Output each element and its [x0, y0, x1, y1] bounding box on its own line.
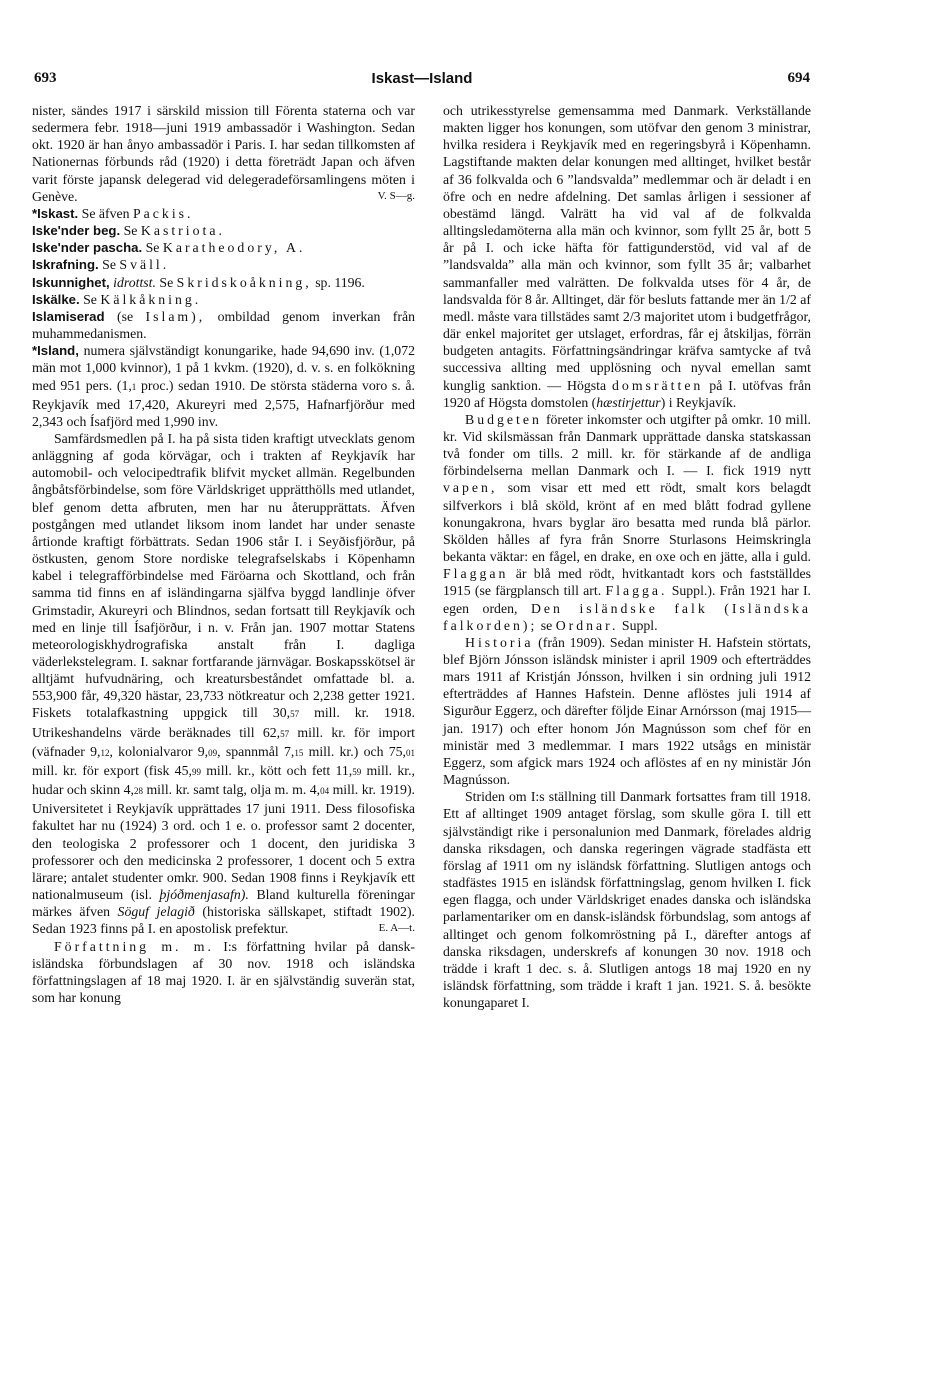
- headword: *Island,: [32, 343, 79, 359]
- paragraph-styrelse: och utrikesstyrelse gemensamma med Danmark. Verkställande makten ligger hos konungen, som utöfvar den genom 3 ministrar, hvilka residera i Reykjavík med en regeringsbyrå i Köpenhamn. Lagstiftande makten delar konungen med alltinget, hvilket består af 36 folkvalda och 6 ”landsvalda” medlemmar och är deladt i en öfre och en nedre afdelning. Det samlas årligen i sessioner af obestämd längd. Valrätt ha vid val af de folkvalda alltingsledamöterna alla män och kvinnor, som fyllt 25 år, bott 5 år på I. och icke häfta för fattigunderstöd, vid val af de ”landsvalda” alla män och kvinnor, som fyllt 35 år; valbarhet sammanfaller med valrätten. De folkvalda utses för 4 år, de landsvalda för 8 år. Alltinget, där för besluts fattande mer än 1/2 af medl. måste vara tillstädes samt 2/3 majoritet utom i budgetfrågor, där enkel majoritet ger utslaget, erfordras, får ej åtskiljas, förrän budgeten antagits. Författningsändringar kräfva samtycke af två successiva allting med upplösning och nyval emellan samt kunglig sanktion. — Högsta domsrätten på I. utöfvas från 1920 af Högsta domstolen (hæstirjettur) i Reykjavík.: [443, 103, 812, 410]
- entry-iskrafning: Iskrafning. Se Sväll.: [32, 257, 170, 273]
- paragraph-forfattning: Författning m. m. I:s författning hvilar på dansk-isländska förbundslagen af 30 nov. 1918 och isländska författningslagen af 18 maj 1920. I. är en självständig suverän stat, som har konung: [32, 938, 416, 1005]
- cross-reference: Karatheodory, A.: [162, 240, 306, 256]
- page-number-right: 694: [787, 70, 810, 86]
- entry-iskunnighet: Iskunnighet, idrottst. Se Skridskoåkning, sp. 1196.: [32, 274, 365, 290]
- entry-islamiserad: Islamiserad (se Islam), ombildad genom inverkan från muhammedanismen.: [32, 308, 416, 342]
- headword: Islamiserad: [32, 308, 105, 324]
- entry-iskender-pascha: Iske'nder pascha. Se Karatheodory, A.: [32, 240, 306, 256]
- headword: Iskrafning.: [32, 257, 99, 273]
- headword: Iske'nder pascha.: [32, 240, 143, 256]
- paragraph-samfardsmedel: Samfärdsmedlen på I. ha på sista tiden kraftigt utvecklats genom anläggning af goda körvägar, och i trakten af Reykjavík har automobil- och velocipedtrafik blifvit mycket allmän. Regelbunden ångbåtsförbindelse, som före Världskriget upprätthölls med utlandet, blef genom detta afbruten, men har nu återupprättats. Äfven postgången med utlandet liksom inom landet har under senaste årtionde kraftigt förbättrats. Sedan 1906 står I. i Seyðisfjörður, på östkusten, genom Store nordiske telegrafselskabs i Köpenhamn kabel i telegrafförbindelse med Färöarna och Skottland, och från samma tid finns en af isländingarna själfva byggd landlinje öfver Grimstadir, Akureyri och Blindnos, sedan fortsatt till Reykjavík och med en linje till Ísafjörður, i n. v. Från jan. 1907 mottar Statens meteorologiskhydrografiska anstalt från I. dagliga väderlekstelegram. I. saknar fortfarande järnvägar. Boskapsskötsel är alltjämt hufvudnäring, och kreatursbeståndet omfattade bl. a. 553,900 får, 49,320 hästar, 23,733 nötkreatur och 2,238 getter 1921. Fiskets totalafkastning uppgick till 30,57 mill. kr. 1918. Utrikeshandelns värde beräknades till 62,57 mill. kr. för import (väfnader 9,12, kolonialvaror 9,09, spannmål 7,15 mill. kr.) och 75,01 mill. kr. för export (fisk 45,99 mill. kr., kött och fett 11,59 mill. kr., hudar och skinn 4,28 mill. kr. samt talg, olja m. m. 4,04 mill. kr. 1919). Universitetet i Reykjavík upprättades 17 juni 1911. Dess filosofiska fakultet har nu (1924) 3 ord. och 1 e. o. professor samt 2 docenter, den teologiska 2 professorer och 1 docent, den juridiska 3 professorer och den medicinska 2 professorer, 1 docent och 5 extra lärare; antalet studenter omkr. 900. Sedan 1908 finns i Reykjavík ett nationalmuseum (isl. þjóðmenjasafn). Bland kulturella föreningar märkes äfven Söguf jelagið (historiska sällskapet, stiftadt 1902). Sedan 1923 finns på I. en apostolisk prefektur. E. A—t.: [32, 430, 416, 937]
- paragraph-budgeten: Budgeten företer inkomster och utgifter på omkr. 10 mill. kr. Vid skilsmässan från Danmark upprättade danska statskassan två fonder om tills. 2 mill. kr. för stärkande af de andliga förbindelserna mellan Danmark och I. — I. fick 1919 nytt vapen, som visar ett med ett rödt, smalt kors belagdt silfverkors i blå sköld, krönt af en med blått fodrad gyllene konungakrona, hvars byglar äro besatta med runda blå pärlor. Skölden hålles af fyra från Snorre Sturlasons Heimskringla bekanta väktar: en fågel, en drake, en oxe och en jätte, alla i guld. Flaggan är blå med rödt, hvitkantadt kors och fastställdes 1915 (se färgplansch till art. Flagga. Suppl.). Från 1921 har I. egen orden, Den isländske falk (Isländska falkorden); se Ordnar. Suppl.: [443, 411, 812, 633]
- cross-reference: Skridskoåkning,: [176, 274, 312, 290]
- paragraph-historia: Historia (från 1909). Sedan minister H. Hafstein störtats, blef Björn Jónsson isländsk minister i april 1909 och efterträddes mars 1911 af Kristján Jónsson, hvilken i sin ordning juli 1912 efterträddes af Hannes Hafstein. Denne aflöstes juli 1914 af Sigurður Eggerz, och därefter följde Einar Arnórsson (maj 1915—jan. 1917) och efter honom Jón Magnússon som chef för en ministär med 3 medlemmar. I mars 1922 utsågs en ministär Eggerz, som afgick mars 1924 och aflöstes af en ny ministär Jón Magnússon.: [443, 634, 812, 788]
- headword: Iskunnighet,: [32, 274, 110, 290]
- entry-iskast: *Iskast. Se äfven Packis.: [32, 205, 194, 221]
- right-column: [443, 102, 811, 1011]
- headword: *Iskast.: [32, 205, 79, 221]
- cross-reference: Kastriota.: [140, 223, 225, 239]
- cross-reference: Packis.: [133, 205, 194, 221]
- author-signature: V. S—g.: [377, 189, 415, 202]
- entry-iskender-beg: Iske'nder beg. Se Kastriota.: [32, 223, 225, 239]
- page-header: [34, 70, 810, 90]
- author-signature: E. A—t.: [378, 922, 415, 935]
- entry-continuation: nister, sändes 1917 i särskild mission till Förenta staterna och var sedermera febr. 1918—juni 1919 ambassadör i Washington. Sedan okt. 1920 är han ånyo ambassadör i Paris. I. har sedan tillkomsten af Nationernas förbunds råd (1920) i detta företrädt Japan och äfven varit förste japansk delegerad vid delegeradeförsamlingens möten i Genève. V. S—g.: [32, 103, 415, 204]
- page-number-left: 693: [34, 70, 57, 86]
- entry-iskalke: Iskälke. Se Kälkåkning.: [32, 291, 202, 307]
- paragraph-striden: Striden om I:s ställning till Danmark fortsattes fram till 1918. Ett af alltinget 1909 antaget förslag, som skulle göra I. till ett självständigt rike i personalunion med Danmark, förelades aldrig danska riksdagen, och danska regeringen vägrade stadfästa ett förslag af 1911 om ny isländsk författning. Slutligen antogs och stadfästes 1915 en isländsk författningslag, genom hvilken I. fick egen flagga, och under Världskriget enades danska och isländska parlamentariker om en dansk-isländsk förbundslag, som antogs af alltinget och genom folkomröstning på I., därefter antogs af danska riksdagen, underskrefs af konungen 30 nov. 1918 och trädde i kraft 1 dec. s. å. Slutligen antogs 18 maj 1920 en ny isländsk författning, som trädde i kraft 1 jan. 1921. S. å. besökte konungaparet I.: [443, 789, 811, 1011]
- cross-reference: Kälkåkning.: [100, 291, 202, 307]
- cross-reference: Islam),: [145, 308, 206, 324]
- running-title: Iskast—Island: [371, 70, 473, 87]
- entry-island: *Island, numera självständigt konungarike, hade 94,690 inv. (1,072 män mot 1,000 kvinnor), 1 på 1 kvkm. (1920), d. v. s. en folkökning med 951 pers. (1,1 proc.) sedan 1910. De största städerna voro s. å. Reykjavík med 17,420, Akureyri med 2,575, Hafnarfjörður med 2,343 och Ísafjörd med 1,990 inv.: [32, 343, 416, 429]
- cross-reference: Sväll.: [119, 257, 170, 273]
- left-column: [32, 102, 415, 1006]
- headword: Iske'nder beg.: [32, 223, 121, 239]
- headword: Iskälke.: [32, 291, 80, 307]
